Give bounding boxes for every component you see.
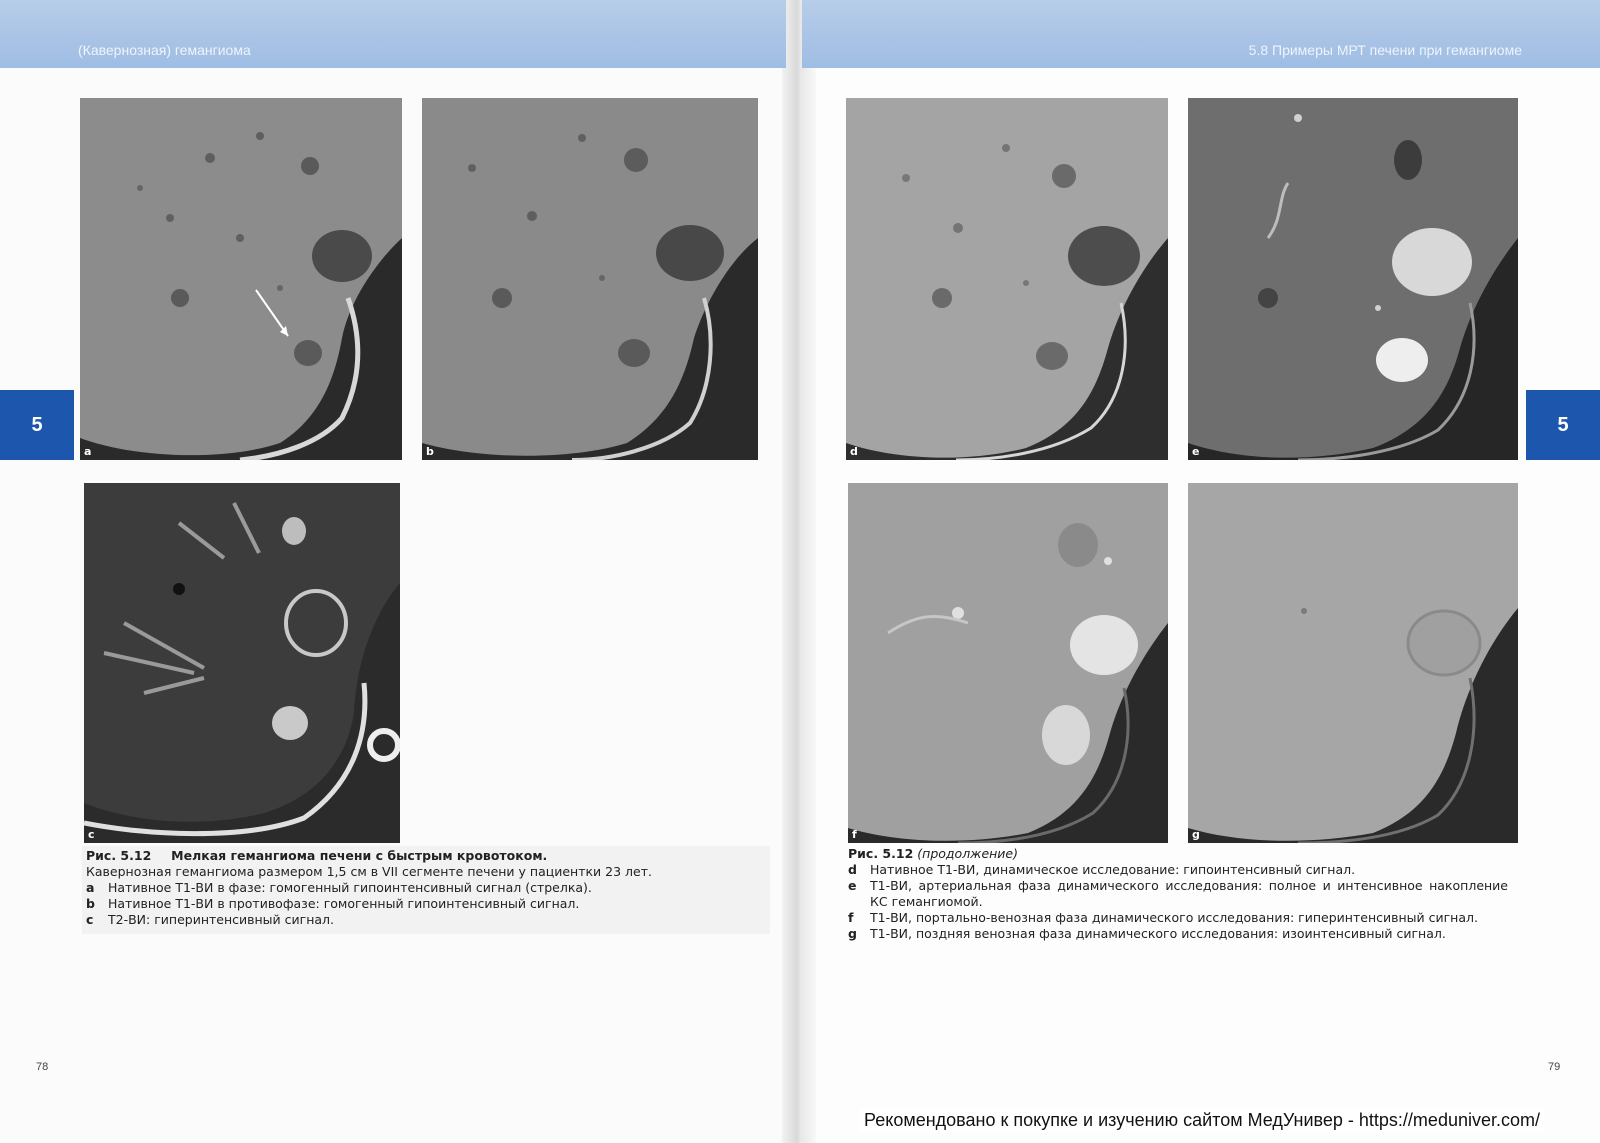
left-header-band <box>0 0 786 68</box>
caption-title: Мелкая гемангиома печени с быстрым кровотоком. <box>171 848 548 863</box>
mri-panel-f <box>848 483 1168 843</box>
caption-item: e Т1-ВИ, артериальная фаза динамического исследования: полное и интенсивное накопление КС гемангиомой. <box>848 878 1508 909</box>
caption-item: f Т1-ВИ, портально-венозная фаза динамического исследования: гиперинтенсивный сигнал. <box>848 910 1478 925</box>
caption-fig-number: Рис. 5.12 <box>86 848 152 863</box>
caption-item: a Нативное Т1-ВИ в фазе: гомогенный гипоинтенсивный сигнал (стрелка). <box>86 880 592 895</box>
right-header-band <box>802 0 1600 68</box>
book-gutter <box>782 0 816 1143</box>
panel-label-a: a <box>84 445 92 458</box>
panel-label-d: d <box>850 445 858 458</box>
mri-panel-d <box>846 98 1168 460</box>
panel-label-f: f <box>852 828 857 841</box>
mri-panel-b <box>422 98 758 460</box>
left-running-title: (Кавернозная) гемангиома <box>78 42 251 58</box>
caption-item: b Нативное Т1-ВИ в противофазе: гомогенный гипоинтенсивный сигнал. <box>86 896 580 911</box>
mri-panel-a <box>80 98 402 460</box>
page-number-left: 78 <box>36 1061 49 1073</box>
panel-label-g: g <box>1192 828 1200 841</box>
caption-fig-number-cont: Рис. 5.12 <box>848 846 914 861</box>
figure-caption-left <box>82 846 770 934</box>
page-number-right: 79 <box>1548 1061 1561 1073</box>
caption-item: d Нативное Т1-ВИ, динамическое исследование: гипоинтенсивный сигнал. <box>848 862 1356 877</box>
chapter-tab-left: 5 <box>0 390 74 460</box>
panel-label-e: e <box>1192 445 1200 458</box>
panel-label-b: b <box>426 445 434 458</box>
footer-note: Рекомендовано к покупке и изучению сайтом МедУнивер - https://meduniver.com/ <box>860 1108 1544 1133</box>
caption-intro: Кавернозная гемангиома размером 1,5 см в VII сегменте печени у пациентки 23 лет. <box>86 864 652 879</box>
caption-item: g Т1-ВИ, поздняя венозная фаза динамического исследования: изоинтенсивный сигнал. <box>848 926 1446 941</box>
caption-continued-note: (продолжение) <box>917 846 1018 861</box>
mri-panel-g <box>1188 483 1518 843</box>
caption-item: c Т2-ВИ: гиперинтенсивный сигнал. <box>86 912 335 927</box>
mri-panel-c <box>84 483 400 843</box>
figure-caption-right <box>848 846 1508 942</box>
panel-label-c: c <box>88 828 95 841</box>
right-running-title: 5.8 Примеры МРТ печени при гемангиоме <box>1248 42 1522 58</box>
chapter-tab-right: 5 <box>1526 390 1600 460</box>
mri-panel-e <box>1188 98 1518 460</box>
